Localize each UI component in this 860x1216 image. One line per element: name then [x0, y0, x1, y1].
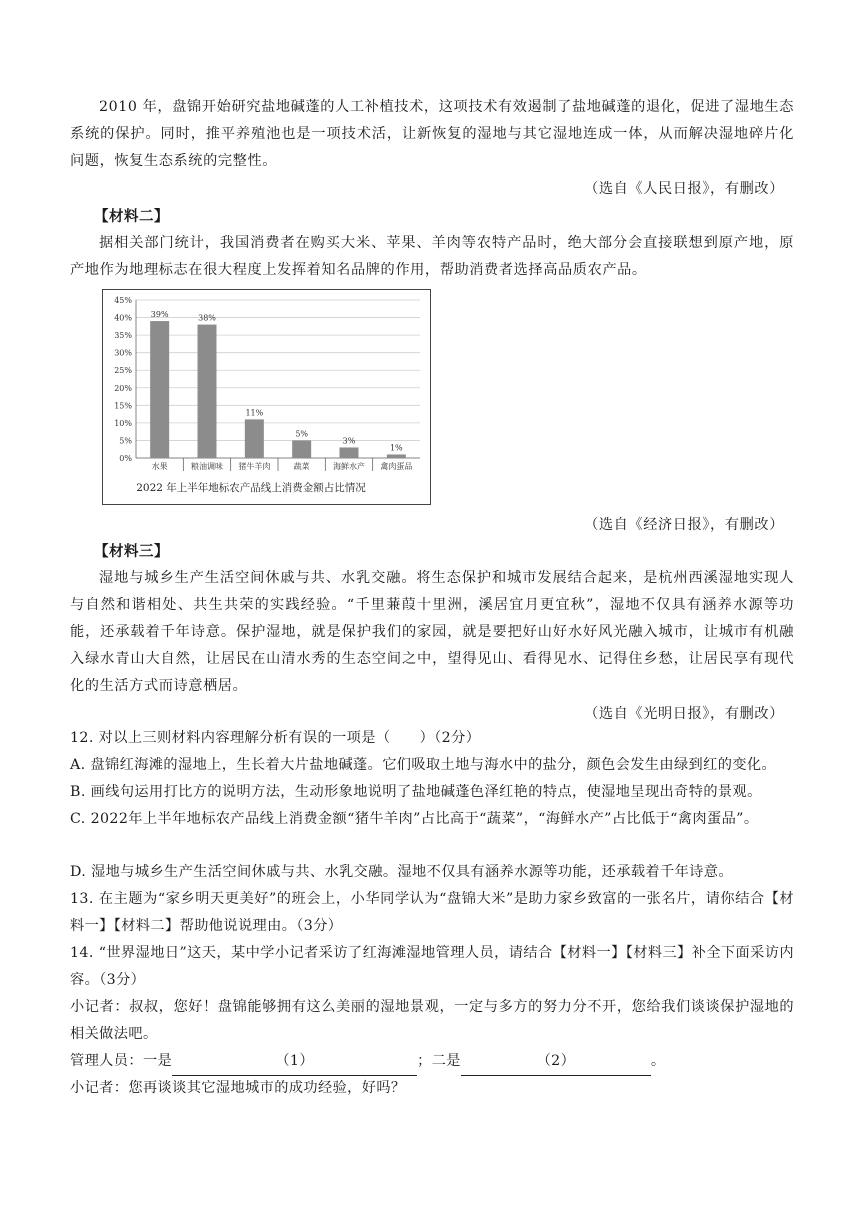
y-tick-label: 35%	[114, 331, 132, 341]
bar-2	[245, 419, 264, 458]
y-tick-label: 5%	[119, 436, 132, 446]
answer-blank-2[interactable]: （2）	[461, 1048, 651, 1076]
bar-3	[292, 440, 311, 458]
category-label: 粮油调味	[191, 462, 223, 471]
material1-source: （选自《人民日报》，有删改）	[584, 181, 784, 197]
q12-option-c: C. 2022年上半年地标农产品线上消费金额“猪牛羊肉”占比高于“蔬菜”，“海鲜水产”占比低于“禽肉蛋品”。	[70, 811, 759, 827]
y-tick-label: 45%	[114, 296, 132, 305]
chart-canvas	[103, 290, 430, 504]
consumption-bar-chart	[102, 289, 431, 505]
data-label: 5%	[295, 429, 309, 439]
bar-5	[387, 454, 406, 458]
q12-option-b: B. 画线句运用打比方的说明方法，生动形象地说明了盐地碱蓬色泽红艳的特点，使湿地呈现出奇特的景观。	[70, 784, 762, 800]
bar-4	[340, 447, 359, 458]
y-tick-label: 40%	[114, 313, 132, 323]
category-label: 猪牛羊肉	[238, 462, 271, 471]
q12-stem: 12. 对以上三则材料内容理解分析有误的一项是（ ）（2分）	[70, 730, 481, 746]
q14-reporter-question-2: 小记者：您再谈谈其它湿地城市的成功经验，好吗？	[70, 1080, 406, 1096]
bar-0	[150, 321, 169, 458]
bar-1	[198, 325, 217, 458]
material2-source: （选自《经济日报》，有删改）	[584, 517, 784, 533]
q14-text: 14. “世界湿地日”这天，某中学小记者采访了红海滩湿地管理人员，请结合【材料一】【材料三】补全下面采访内容。（3分）	[70, 945, 794, 988]
q12-option-d: D. 湿地与城乡生产生活空间休戚与共、水乳交融。湿地不仅具有涵养水源等功能，还承载着千年诗意。	[70, 864, 733, 880]
data-label: 11%	[245, 408, 264, 418]
y-tick-label: 25%	[114, 366, 132, 376]
material3-heading: 【材料三】	[94, 544, 169, 560]
material3-source: （选自《光明日报》，有删改）	[584, 706, 784, 722]
category-label: 禽肉蛋品	[380, 462, 413, 471]
material2-heading: 【材料二】	[94, 209, 169, 225]
data-label: 39%	[150, 310, 169, 320]
material2-paragraph: 据相关部门统计，我国消费者在购买大米、苹果、羊肉等农特产品时，绝大部分会直接联想到原产地，原产地作为地理标志在很大程度上发挥着知名品牌的作用，帮助消费者选择高品质农产品。	[70, 235, 794, 278]
data-label: 1%	[389, 443, 403, 453]
y-tick-label: 30%	[114, 348, 132, 358]
y-tick-label: 20%	[114, 383, 132, 393]
category-label: 蔬菜	[293, 462, 310, 471]
answer-blank-1[interactable]: （1）	[172, 1048, 417, 1076]
data-label: 38%	[198, 313, 216, 323]
y-tick-label: 0%	[119, 454, 132, 463]
data-label: 3%	[342, 436, 356, 446]
y-tick-label: 10%	[114, 418, 132, 428]
q14-manager-answer	[70, 1048, 794, 1076]
category-label: 海鲜水产	[333, 462, 365, 471]
chart-title: 2022 年上半年地标农产品线上消费金额占比情况	[136, 482, 366, 494]
manager-prefix: 管理人员：一是	[70, 1053, 173, 1069]
material1-paragraph: 2010 年，盘锦开始研究盐地碱蓬的人工补植技术，这项技术有效遏制了盐地碱蓬的退化，促进了湿地生态系统的保护。同时，推平养殖池也是一项技术活，让新恢复的湿地与其它湿地连成一体，从而解决湿地碎片化问题，恢复生态系统的完整性。	[70, 99, 794, 169]
y-tick-label: 15%	[114, 401, 132, 411]
answer-end: 。	[650, 1053, 666, 1069]
q13-text: 13. 在主题为“家乡明天更美好”的班会上，小华同学认为“盘锦大米”是助力家乡致富的一张名片，请你结合【材料一】【材料二】帮助他说说理由。（3分）	[70, 891, 794, 934]
q12-option-a: A. 盘锦红海滩的湿地上，生长着大片盐地碱蓬。它们吸取土地与海水中的盐分，颜色会发生由绿到红的变化。	[70, 757, 777, 773]
category-label: 水果	[151, 462, 168, 471]
q14-reporter-question-1: 小记者：叔叔，您好！盘锦能够拥有这么美丽的湿地景观，一定与多方的努力分不开，您给我们谈谈保护湿地的相关做法吧。	[70, 999, 794, 1042]
material3-paragraph: 湿地与城乡生产生活空间休戚与共、水乳交融。将生态保护和城市发展结合起来，是杭州西溪湿地实现人与自然和谐相处、共生共荣的实践经验。“千里蒹葭十里洲，溪居宜月更宜秋”，湿地不仅具有涵养水源等功能，还承载着千年诗意。保护湿地，就是保护我们的家园，就是要把好山好水好风光融入城市，让城市有机融入绿水青山大自然，让居民在山清水秀的生态空间之中，望得见山、看得见水、记得住乡愁，让居民享有现代化的生活方式而诗意栖居。	[70, 570, 794, 694]
answer-separator: ；二是	[417, 1053, 461, 1069]
